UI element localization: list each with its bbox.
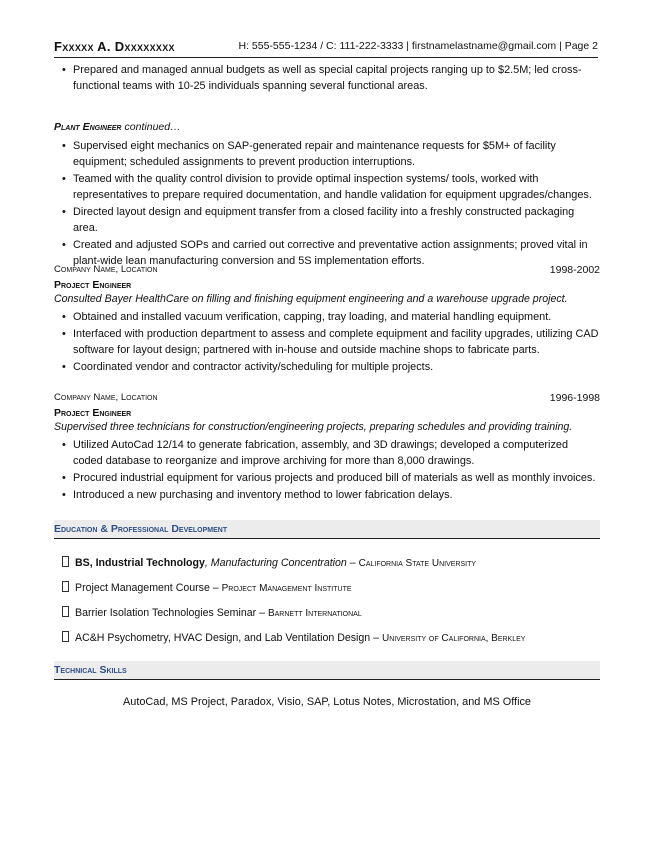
job-role: Project Engineer bbox=[54, 279, 132, 291]
education-item bbox=[62, 606, 362, 619]
list-item: • Prepared and managed annual budgets as well as special capital projects ranging up to $2.5M; led cross-functional teams with 10-25 individuals spanning several functional areas. bbox=[54, 62, 600, 94]
page-header bbox=[54, 39, 598, 58]
job-dates: 1996-1998 bbox=[549, 392, 600, 404]
checkbox-bullet-icon bbox=[62, 606, 69, 617]
job-title: Plant Engineer bbox=[54, 121, 122, 133]
institution: University of California, Berkley bbox=[381, 633, 526, 644]
checkbox-bullet-icon bbox=[62, 631, 69, 642]
institution: Barnett International bbox=[267, 608, 362, 619]
company-location: Company Name, Location bbox=[54, 264, 158, 275]
institution: Project Management Institute bbox=[221, 583, 352, 594]
course-name: Barrier Isolation Technologies Seminar bbox=[75, 607, 257, 619]
list-item: • Teamed with the quality control division to provide optimal inspection systems/ tools, worked with representatives to prepare required documentation, and handle validation for equipment upgrades/changes. bbox=[54, 171, 600, 203]
company-location: Company Name, Location bbox=[54, 392, 158, 403]
job-dates: 1998-2002 bbox=[549, 264, 600, 276]
separator: – bbox=[209, 582, 222, 594]
separator: – bbox=[346, 557, 359, 569]
degree-detail: , Manufacturing Concentration bbox=[204, 557, 347, 569]
list-item: • Interfaced with production department to assess and complete equipment and facility upgrades, utilizing CAD software for layout design; partnered with in-house and outside machine shops to fabricate parts. bbox=[54, 326, 600, 358]
education-item bbox=[62, 631, 525, 644]
checkbox-bullet-icon bbox=[62, 581, 69, 592]
continued-label: continued… bbox=[124, 121, 181, 133]
list-item: • Introduced a new purchasing and inventory method to lower fabrication delays. bbox=[54, 487, 600, 503]
candidate-name: Fxxxxx A. Dxxxxxxxx bbox=[54, 39, 175, 54]
list-item: • Coordinated vendor and contractor activity/scheduling for multiple projects. bbox=[54, 359, 600, 375]
job-block-1 bbox=[54, 264, 600, 376]
institution: California State University bbox=[358, 558, 477, 569]
list-item: • Supervised eight mechanics on SAP-generated repair and maintenance requests for $5M+ of facility equipment; scheduled assignments to prevent production interruptions. bbox=[54, 138, 600, 170]
section-title: Technical Skills bbox=[54, 664, 127, 676]
checkbox-bullet-icon bbox=[62, 556, 69, 567]
top-bullet-block bbox=[54, 62, 600, 95]
separator: – bbox=[256, 607, 268, 619]
plant-engineer-block bbox=[54, 120, 600, 270]
degree-name: BS, Industrial Technology bbox=[75, 557, 205, 569]
job-summary: Supervised three technicians for construction/engineering projects, preparing schedules and providing training. bbox=[54, 421, 573, 433]
list-item: • Utilized AutoCad 12/14 to generate fabrication, assembly, and 3D drawings; developed a computerized coded database to reorganize and improve archiving for more than 8,000 drawings. bbox=[54, 437, 600, 469]
contact-info: H: 555-555-1234 / C: 111-222-3333 | firstnamelastname@gmail.com | Page 2 bbox=[238, 40, 598, 52]
course-name: AC&H Psychometry, HVAC Design, and Lab Ventilation Design bbox=[75, 632, 371, 644]
list-item: • Directed layout design and equipment transfer from a closed facility into a freshly constructed packaging area. bbox=[54, 204, 600, 236]
course-name: Project Management Course bbox=[75, 582, 210, 594]
job-role: Project Engineer bbox=[54, 407, 132, 419]
education-section-header bbox=[54, 520, 600, 539]
list-item: • Procured industrial equipment for various projects and produced bill of materials as well as monthly invoices. bbox=[54, 470, 600, 486]
education-item bbox=[62, 581, 352, 594]
section-title: Education & Professional Development bbox=[54, 523, 228, 535]
separator: – bbox=[370, 632, 382, 644]
skills-list: AutoCad, MS Project, Paradox, Visio, SAP, Lotus Notes, Microstation, and MS Office bbox=[123, 696, 531, 708]
list-item: • Created and adjusted SOPs and carried out corrective and preventative action assignments; proved vital in plant-wide lean manufacturing conversion and 5S implementation efforts. bbox=[54, 237, 600, 269]
job-summary: Consulted Bayer HealthCare on filling and finishing equipment engineering and a warehouse upgrade project. bbox=[54, 293, 568, 305]
job-block-2 bbox=[54, 392, 600, 504]
list-item: • Obtained and installed vacuum verification, capping, tray loading, and material handling equipment. bbox=[54, 309, 600, 325]
education-item bbox=[62, 556, 476, 569]
skills-section-header bbox=[54, 661, 600, 680]
